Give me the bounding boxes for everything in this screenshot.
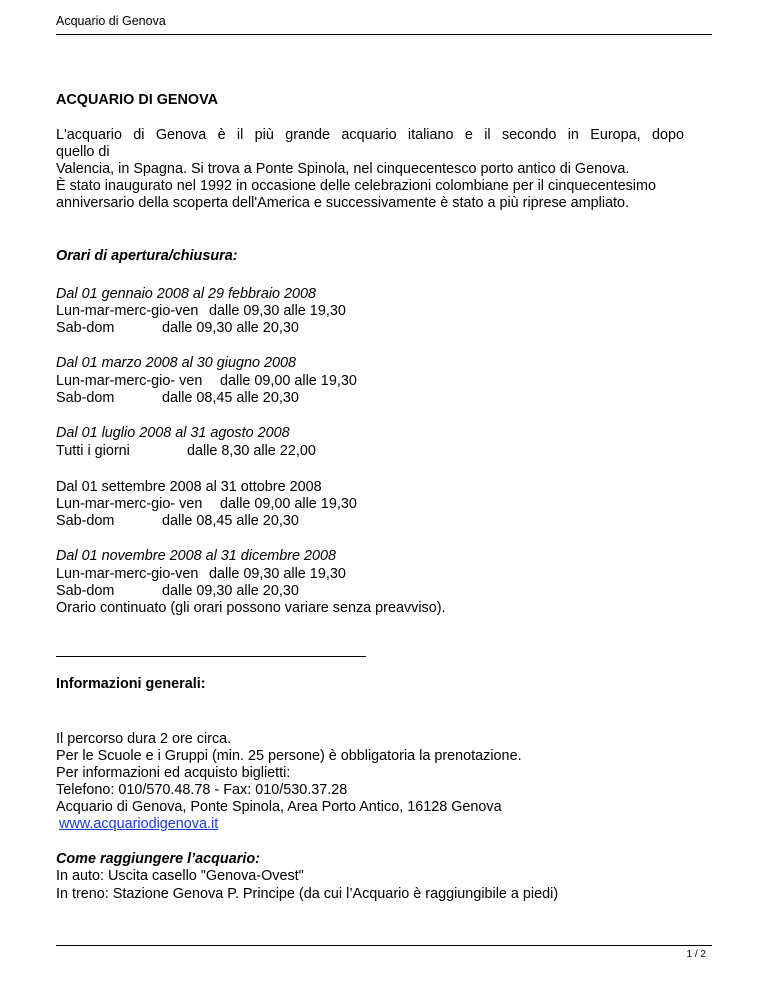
days-label: Lun-mar-merc-gio- ven bbox=[56, 373, 203, 389]
intro-line-5: anniversario della scoperta dell'America e successivamente è stato a più riprese ampliato. bbox=[56, 195, 630, 211]
hours-note: Orario continuato (gli orari possono variare senza preavviso). bbox=[56, 600, 446, 616]
hours-row bbox=[56, 443, 316, 460]
period-title: Dal 01 settembre 2008 al 31 ottobre 2008 bbox=[56, 479, 322, 495]
days-label: Sab-dom bbox=[56, 513, 115, 529]
footer-divider bbox=[56, 945, 712, 946]
hours-row bbox=[56, 390, 299, 407]
hours-row bbox=[56, 566, 346, 583]
days-label: Lun-mar-merc-gio-ven bbox=[56, 566, 199, 582]
info-line: Il percorso dura 2 ore circa. bbox=[56, 731, 232, 747]
info-heading: Informazioni generali: bbox=[56, 676, 206, 692]
period-title: Dal 01 novembre 2008 al 31 dicembre 2008 bbox=[56, 548, 336, 564]
hours-value: dalle 09,30 alle 19,30 bbox=[209, 566, 346, 582]
directions-heading: Come raggiungere l’acquario: bbox=[56, 851, 260, 867]
website-link[interactable]: www.acquariodigenova.it bbox=[59, 816, 219, 832]
hours-row bbox=[56, 513, 299, 530]
info-line: Acquario di Genova, Ponte Spinola, Area Porto Antico, 16128 Genova bbox=[56, 799, 502, 815]
hours-row bbox=[56, 320, 299, 337]
intro-line-4: È stato inaugurato nel 1992 in occasione delle celebrazioni colombiane per il cinquecentesimo bbox=[56, 178, 656, 194]
period-title: Dal 01 marzo 2008 al 30 giugno 2008 bbox=[56, 355, 297, 371]
hours-row bbox=[56, 583, 299, 600]
info-line: Telefono: 010/570.48.78 - Fax: 010/530.37.28 bbox=[56, 782, 348, 798]
page-title: ACQUARIO DI GENOVA bbox=[56, 92, 219, 108]
hours-row bbox=[56, 496, 357, 513]
days-label: Sab-dom bbox=[56, 320, 115, 336]
hours-heading: Orari di apertura/chiusura: bbox=[56, 248, 238, 264]
intro-line-2: quello di bbox=[56, 144, 110, 160]
directions-line: In auto: Uscita casello "Genova-Ovest" bbox=[56, 868, 304, 884]
hours-value: dalle 08,45 alle 20,30 bbox=[162, 390, 299, 406]
header-divider bbox=[56, 34, 712, 35]
hours-value: dalle 09,00 alle 19,30 bbox=[220, 496, 357, 512]
running-header: Acquario di Genova bbox=[56, 14, 166, 28]
days-label: Lun-mar-merc-gio- ven bbox=[56, 496, 203, 512]
info-line: Per informazioni ed acquisto biglietti: bbox=[56, 765, 291, 781]
page-number: 1 / 2 bbox=[686, 949, 706, 960]
period-title: Dal 01 luglio 2008 al 31 agosto 2008 bbox=[56, 425, 290, 441]
hours-value: dalle 09,30 alle 20,30 bbox=[162, 320, 299, 336]
days-label: Sab-dom bbox=[56, 390, 115, 406]
days-label: Tutti i giorni bbox=[56, 443, 130, 459]
days-label: Lun-mar-merc-gio-ven bbox=[56, 303, 199, 319]
hours-value: dalle 09,30 alle 19,30 bbox=[209, 303, 346, 319]
intro-line-1: L'acquario di Genova è il più grande acquario italiano e il secondo in Europa, dopo bbox=[56, 127, 684, 143]
section-divider bbox=[56, 656, 366, 657]
hours-value: dalle 08,45 alle 20,30 bbox=[162, 513, 299, 529]
website-link-row bbox=[59, 816, 218, 833]
directions-line: In treno: Stazione Genova P. Principe (da cui l’Acquario è raggiungibile a piedi) bbox=[56, 886, 559, 902]
info-line: Per le Scuole e i Gruppi (min. 25 persone) è obbligatoria la prenotazione. bbox=[56, 748, 522, 764]
hours-row bbox=[56, 303, 346, 320]
hours-row bbox=[56, 373, 357, 390]
days-label: Sab-dom bbox=[56, 583, 115, 599]
hours-value: dalle 09,00 alle 19,30 bbox=[220, 373, 357, 389]
intro-line-3: Valencia, in Spagna. Si trova a Ponte Spinola, nel cinquecentesco porto antico di Genova. bbox=[56, 161, 630, 177]
hours-value: dalle 8,30 alle 22,00 bbox=[187, 443, 316, 459]
period-title: Dal 01 gennaio 2008 al 29 febbraio 2008 bbox=[56, 286, 317, 302]
hours-value: dalle 09,30 alle 20,30 bbox=[162, 583, 299, 599]
